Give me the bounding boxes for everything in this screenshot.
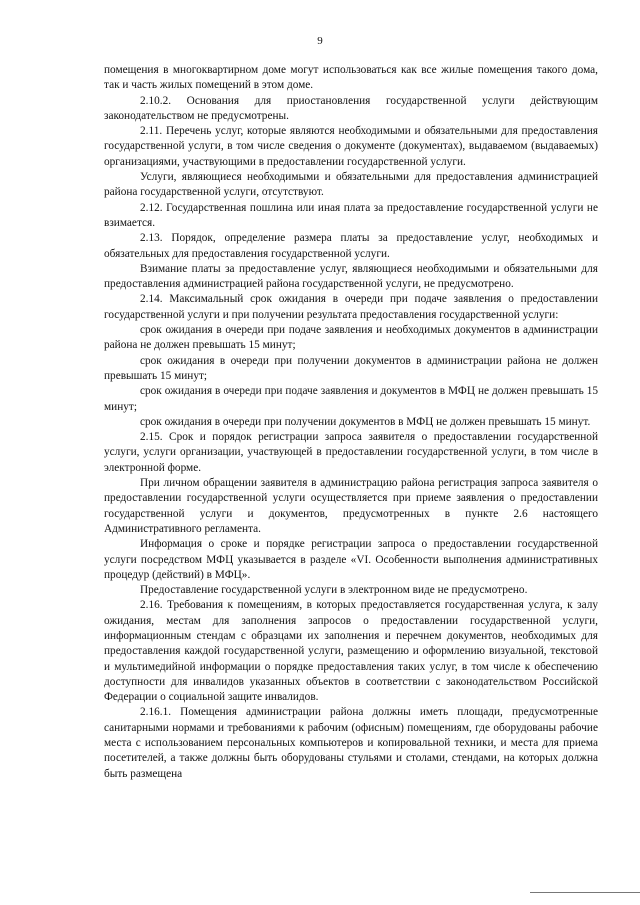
paragraph: 2.15. Срок и порядок регистрации запроса заявителя о предоставлении государственной услуги, услуги организации, участвующей в предоставлении государственной услуги, в том числе в электронной форме. xyxy=(104,431,598,474)
paragraph: При личном обращении заявителя в администрацию района регистрация запроса заявителя о предоставлении государственной услуги осуществляется при приеме заявления о предоставлении государственной услуги и документов, предусмотренных в пункте 2.6 настоящего Административного регламента. xyxy=(104,477,598,535)
document-body xyxy=(104,63,598,782)
paragraph: срок ожидания в очереди при подаче заявления и необходимых документов в администрации района не должен превышать 15 минут; xyxy=(104,324,598,352)
paragraph: Информация о сроке и порядке регистрации запроса о предоставлении государственной услуги посредством МФЦ указывается в разделе «VI. Особенности выполнения административных процедур (действий) в МФЦ». xyxy=(104,538,598,581)
page-number: 9 xyxy=(317,35,323,47)
paragraph: 2.14. Максимальный срок ожидания в очереди при подаче заявления о предоставлении государственной услуги и при получении результата предоставления государственной услуги: xyxy=(104,293,598,321)
paragraph: срок ожидания в очереди при подаче заявления и документов в МФЦ не должен превышать 15 минут; xyxy=(104,385,598,413)
scan-edge-line xyxy=(530,892,640,893)
paragraph: Предоставление государственной услуги в электронном виде не предусмотрено. xyxy=(140,584,528,597)
paragraph: 2.13. Порядок, определение размера платы за предоставление услуг, необходимых и обязательных для предоставления государственной услуги. xyxy=(104,232,598,260)
paragraph: Услуги, являющиеся необходимыми и обязательными для предоставления администрацией района государственной услуги, отсутствуют. xyxy=(104,171,598,199)
paragraph: 2.11. Перечень услуг, которые являются необходимыми и обязательными для предоставления государственной услуги, в том числе сведения о документе (документах), выдаваемом (выдаваемых) организациями, участвующими в предоставлении государственной услуги. xyxy=(104,125,598,168)
paragraph: 2.10.2. Основания для приостановления государственной услуги действующим законодательством не предусмотрены. xyxy=(104,94,598,122)
paragraph: срок ожидания в очереди при получении документов в МФЦ не должен превышать 15 минут. xyxy=(140,415,591,428)
paragraph: 2.16. Требования к помещениям, в которых предоставляется государственная услуга, к залу ожидания, местам для заполнения запросов о предоставлении государственной услуги, информационным стендам с образцами их заполнения и перечнем документов, необходимых для предоставления каждой государственной услуги, размещению и оформлению визуальной, текстовой и мультимедийной информации о порядке предоставления таких услуг, в том числе к обеспечению доступности для инвалидов указанных объектов в соответствии с законодательством Российской Федерации о социальной защите инвалидов. xyxy=(104,599,598,704)
paragraph: 2.12. Государственная пошлина или иная плата за предоставление государственной услуги не взимается. xyxy=(104,201,598,229)
paragraph: помещения в многоквартирном доме могут использоваться как все жилые помещения такого дома, так и часть жилых помещений в этом доме. xyxy=(104,64,598,92)
paragraph: срок ожидания в очереди при получении документов в администрации района не должен превышать 15 минут; xyxy=(104,354,598,382)
paragraph: Взимание платы за предоставление услуг, являющиеся необходимыми и обязательными для предоставления администрацией района государственной услуги, не предусмотрено. xyxy=(104,262,598,291)
paragraph: 2.16.1. Помещения администрации района должны иметь площади, предусмотренные санитарными нормами и требованиями к рабочим (офисным) помещениям, где оборудованы рабочие места с использованием персональных компьютеров и копировальной техники, и места для приема посетителей, а также должны быть оборудованы стульями и столами, стендами, на которых должна быть размещена xyxy=(104,706,598,780)
